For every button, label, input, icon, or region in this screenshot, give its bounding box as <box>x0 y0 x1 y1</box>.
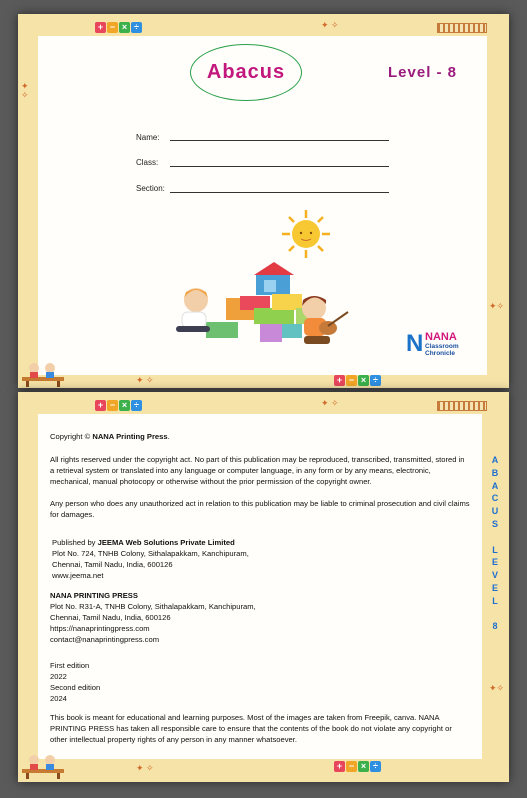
side-letter <box>489 608 501 621</box>
kids-blocks-illustration <box>176 208 358 348</box>
copyright-suffix: . <box>167 432 170 441</box>
math-operators-icon: + − × ÷ <box>334 375 381 386</box>
copyright-page <box>18 392 509 782</box>
vertical-abacus-level-text <box>489 454 501 633</box>
star-sparkle-icon: ✦✧ <box>489 683 505 693</box>
logo-mark: N <box>406 330 424 357</box>
publisher-web: www.jeema.net <box>52 571 104 580</box>
rights-paragraph: All rights reserved under the copyright act. No part of this publication may be reproduced, transcribed, transmitted, stored in a retrieval system or translated into any language or computer language, in any form or by any means, electronic, mechanical, manual photocopy or otherwise without the prior permission of the copyright owner. <box>50 455 465 486</box>
side-letter: L <box>492 544 498 555</box>
math-operators-icon: + − × ÷ <box>95 22 142 33</box>
side-letter: A <box>491 455 499 465</box>
side-letter: B <box>491 467 499 478</box>
class-label: Class: <box>136 158 159 167</box>
cover-page <box>18 14 509 388</box>
star-sparkle-icon: ✦✧ <box>489 301 505 311</box>
star-sparkle-icon: ✦ ✧ <box>21 81 29 100</box>
class-line <box>170 166 389 167</box>
name-line <box>170 140 389 141</box>
boy-with-guitar-icon <box>302 296 348 344</box>
copyright-sheet <box>38 414 482 759</box>
logo-line2: Chronicle <box>425 350 455 357</box>
side-letter <box>489 531 501 544</box>
side-letter: C <box>491 493 499 504</box>
side-letter: E <box>491 557 498 568</box>
publisher-address2: Chennai, Tamil Nadu, India, 600126 <box>52 560 173 569</box>
logo-line1: Classroom <box>425 343 459 350</box>
book-title: Abacus <box>206 61 286 83</box>
publisher-name: JEEMA Web Solutions Private Limited <box>97 538 235 547</box>
kids-on-bench-icon <box>20 361 66 387</box>
girl-icon <box>176 288 210 332</box>
section-line <box>170 192 389 193</box>
star-sparkle-icon: ✦ ✧ <box>321 20 339 30</box>
edition-line: First edition <box>50 661 90 670</box>
editions-block <box>50 660 100 704</box>
printer-block <box>50 590 256 645</box>
side-letter: L <box>492 595 498 606</box>
star-sparkle-icon: ✦ ✧ <box>136 763 154 773</box>
edition-line: 2022 <box>50 672 67 681</box>
publisher-block <box>52 537 249 581</box>
publisher-address1: Plot No. 724, TNHB Colony, Sithalapakkam, Kanchipuram, <box>52 549 249 558</box>
side-letter: E <box>491 582 498 593</box>
edition-line: Second edition <box>50 683 101 692</box>
title-oval <box>190 44 302 101</box>
printer-email: contact@nanaprintingpress.com <box>50 635 160 644</box>
math-operators-icon: + − × ÷ <box>95 400 142 411</box>
side-letter: U <box>491 506 499 517</box>
ruler-icon <box>437 23 487 33</box>
side-letter: V <box>491 570 498 581</box>
printer-name: NANA PRINTING PRESS <box>50 591 138 600</box>
copyright-owner: NANA Printing Press <box>92 432 168 441</box>
sun-icon <box>282 210 330 258</box>
logo-name: NANA <box>425 331 457 343</box>
publisher-prefix: Published by <box>52 538 96 547</box>
section-label: Section: <box>136 184 165 193</box>
ruler-icon <box>437 401 487 411</box>
level-label: Level - 8 <box>388 64 458 81</box>
kids-on-bench-icon <box>20 753 66 779</box>
star-sparkle-icon: ✦ ✧ <box>136 375 154 385</box>
printer-web: https://nanaprintingpress.com <box>50 624 150 633</box>
disclaimer-paragraph: This book is meant for educational and learning purposes. Most of the images are taken from Freepik, canva. NANA PRINTING PRESS has taken all responsible care to ensure that the contents of the book do not violate any copyright or other intellectual property rights of any person in any manner whatsoever. <box>50 713 452 744</box>
star-sparkle-icon: ✦ ✧ <box>321 398 339 408</box>
side-letter: A <box>491 480 499 491</box>
printer-address2: Chennai, Tamil Nadu, India, 600126 <box>50 613 171 622</box>
name-label: Name: <box>136 133 160 142</box>
side-letter: 8 <box>492 621 498 632</box>
edition-line: 2024 <box>50 694 67 703</box>
cover-sheet <box>38 36 487 375</box>
side-letter: S <box>491 518 498 529</box>
liability-paragraph: Any person who does any unauthorized act in relation to this publication may be liable to criminal prosecution and civil claims for damages. <box>50 499 470 519</box>
printer-address1: Plot No. R31-A, TNHB Colony, Sithalapakkam, Kanchipuram, <box>50 602 256 611</box>
copyright-notice <box>50 431 170 442</box>
copyright-prefix: Copyright © <box>50 432 91 441</box>
math-operators-icon: + − × ÷ <box>334 761 381 772</box>
